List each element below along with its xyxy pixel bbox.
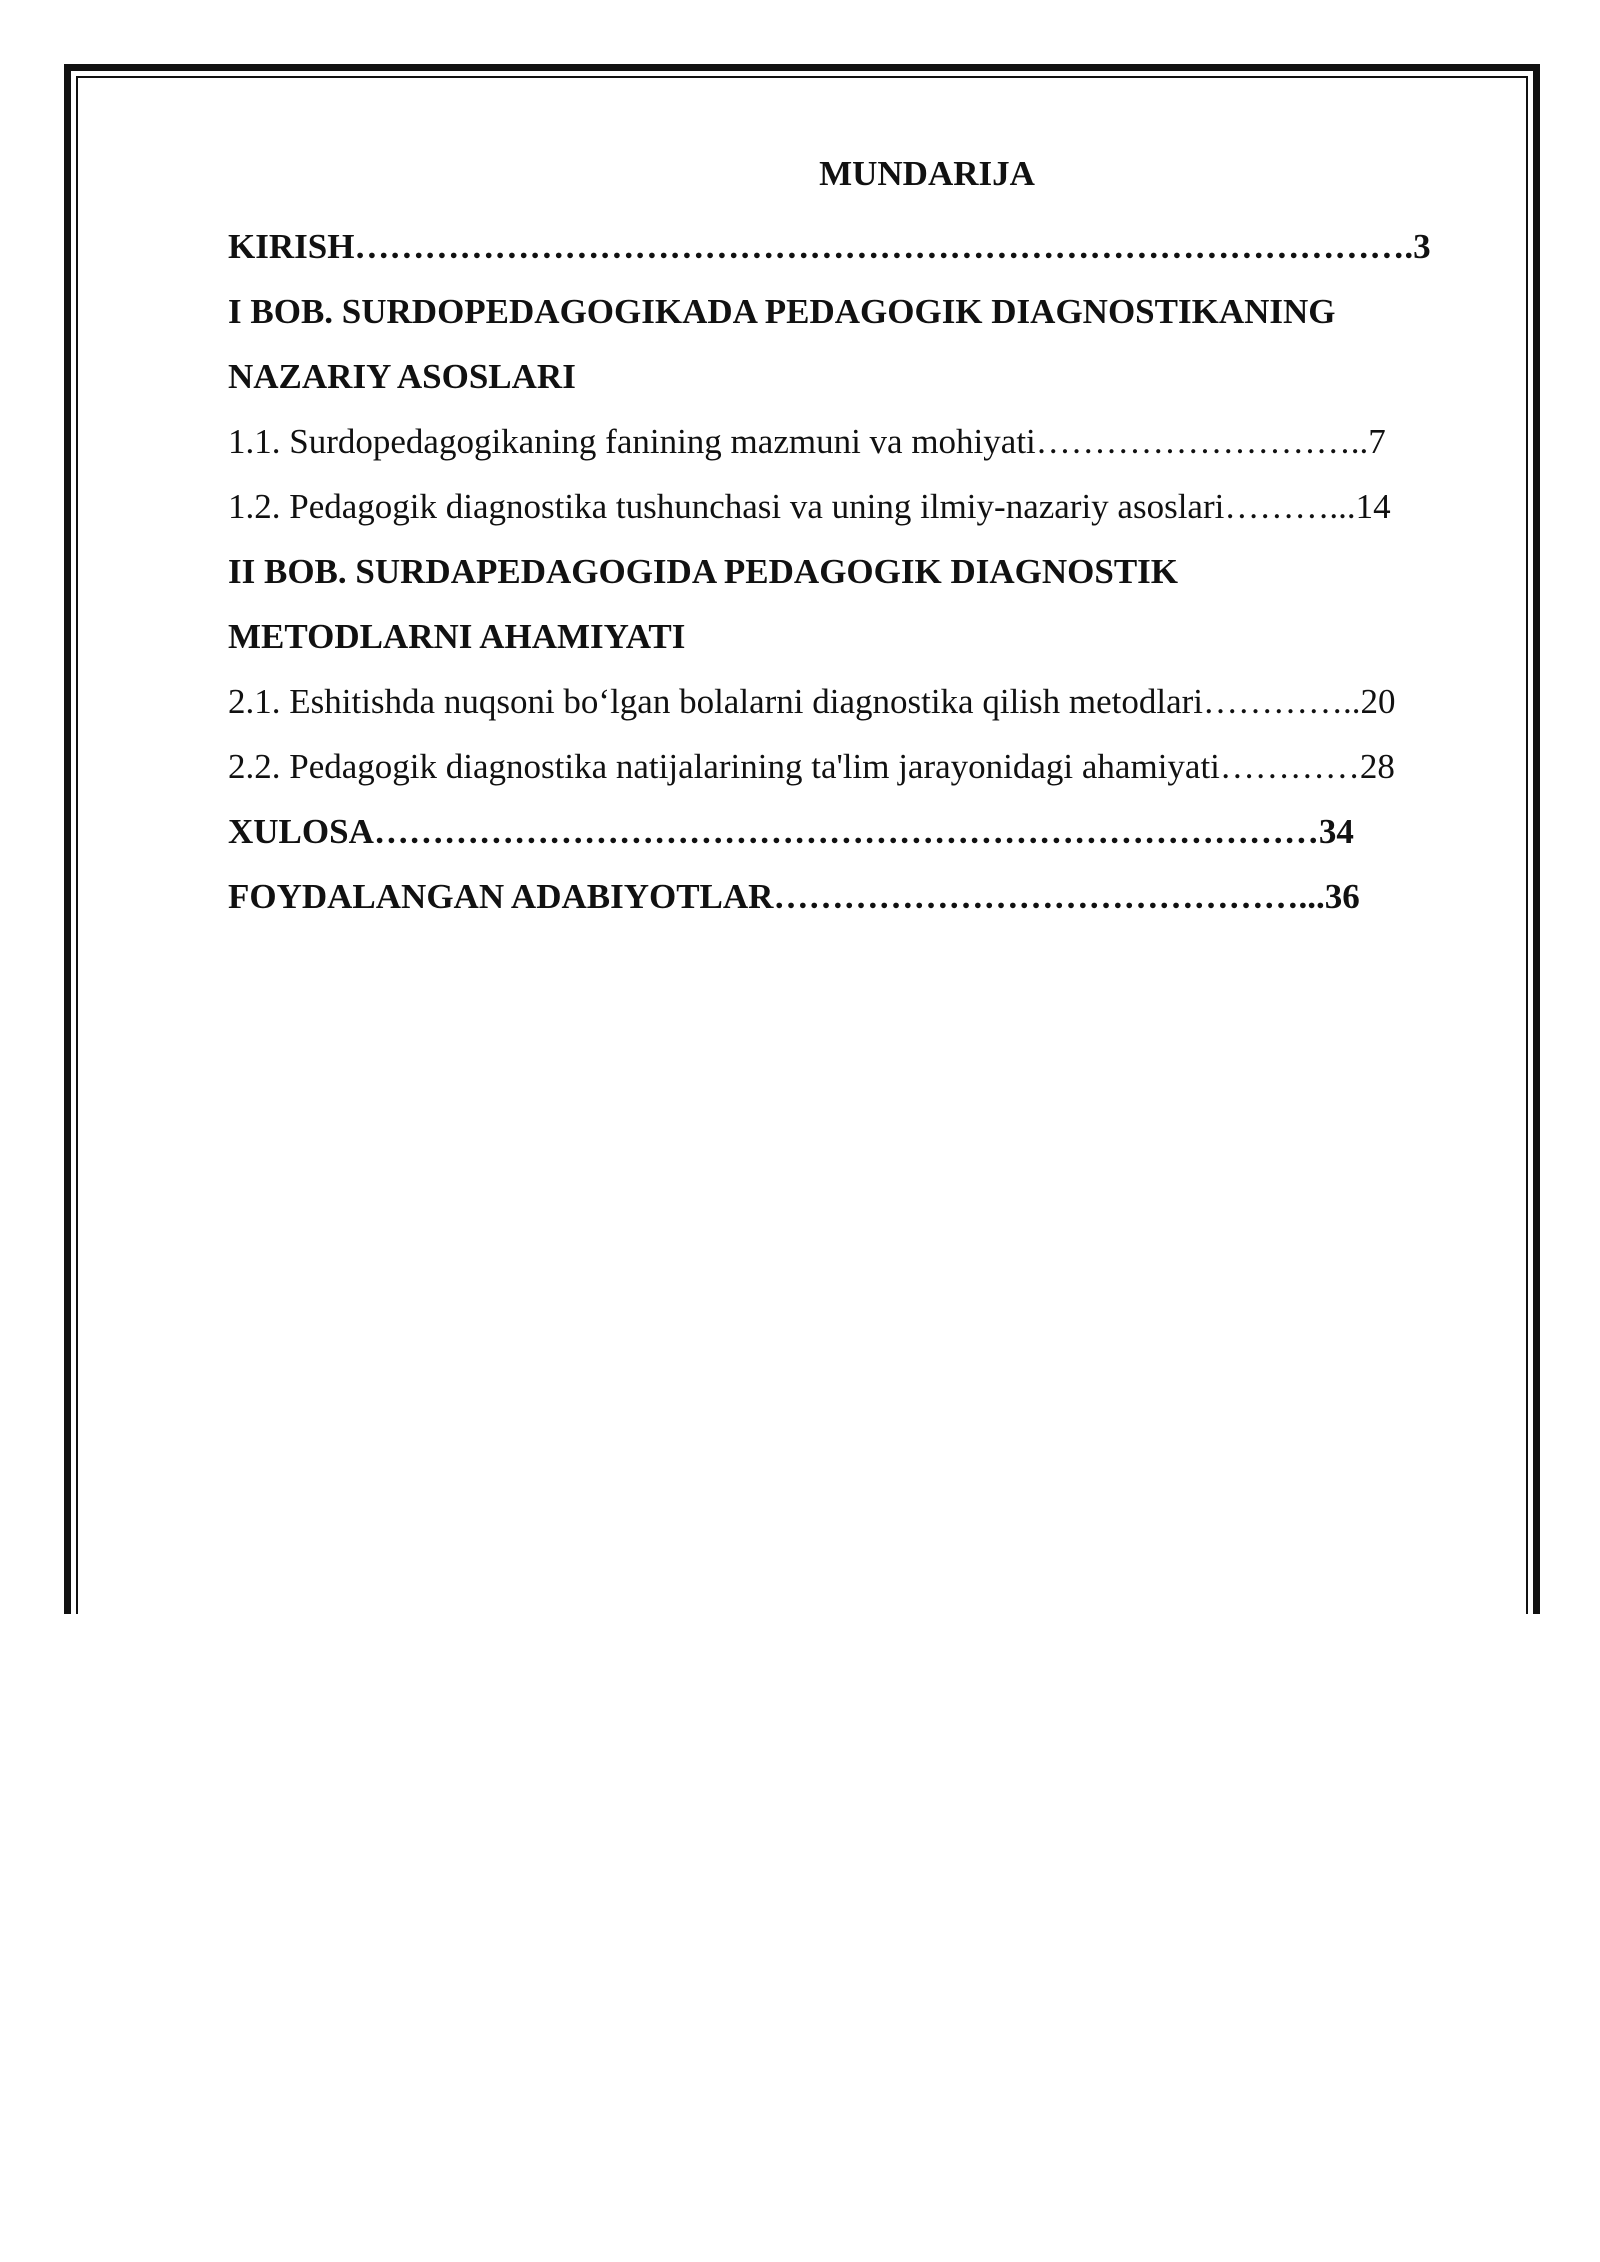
toc-entry-2-1[interactable]: 2.1. Eshitishda nuqsoni bo‘lgan bolalarni diagnostika qilish metodlari…………..20: [228, 682, 1396, 721]
toc-entry-kirish[interactable]: KIRISH……………………………………………………………………………….3: [228, 227, 1431, 266]
toc-entry-xulosa[interactable]: XULOSA………………………………………………………………………34: [228, 812, 1354, 851]
toc-title: MUNDARIJA: [819, 154, 1035, 193]
toc-entry-1-2[interactable]: 1.2. Pedagogik diagnostika tushunchasi va uning ilmiy-nazariy asoslari………...14: [228, 487, 1391, 526]
toc-chapter-1-heading-line-2[interactable]: NAZARIY ASOSLARI: [228, 357, 576, 396]
toc-entry-2-2[interactable]: 2.2. Pedagogik diagnostika natijalarining ta'lim jarayonidagi ahamiyati…………28: [228, 747, 1395, 786]
toc-entry-foydalangan-adabiyotlar[interactable]: FOYDALANGAN ADABIYOTLAR………………………………………...36: [228, 877, 1360, 916]
toc-chapter-2-heading-line-1[interactable]: II BOB. SURDAPEDAGOGIDA PEDAGOGIK DIAGNOSTIK: [228, 552, 1179, 591]
toc-chapter-1-heading-line-1[interactable]: I BOB. SURDOPEDAGOGIKADA PEDAGOGIK DIAGNOSTIKANING: [228, 292, 1336, 331]
table-of-contents: [228, 150, 1490, 929]
toc-entry-1-1[interactable]: 1.1. Surdopedagogikaning fanining mazmuni va mohiyati………………………..7: [228, 422, 1386, 461]
toc-chapter-2-heading-line-2[interactable]: METODLARNI AHAMIYATI: [228, 617, 686, 656]
